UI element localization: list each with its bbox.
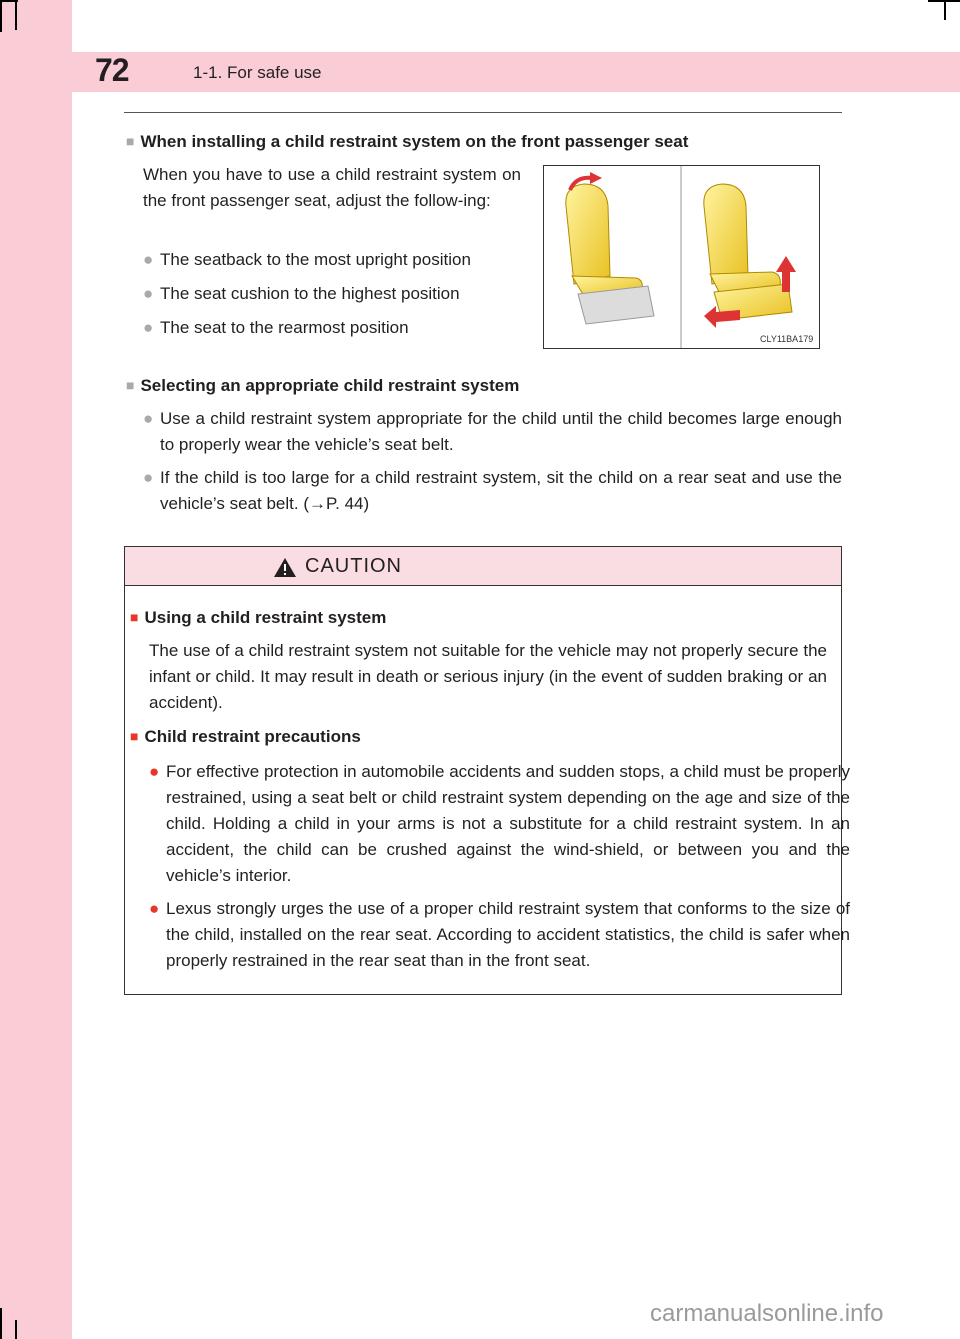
heading-front-passenger: ■ When installing a child restraint system on the front passenger seat <box>126 132 689 151</box>
caution-header <box>125 547 841 586</box>
caution-box <box>124 546 850 995</box>
bullet-icon: ● <box>149 762 160 781</box>
caution-heading: ■ Using a child restraint system <box>130 608 387 627</box>
list-item: ● Lexus strongly urges the use of a proper child restraint system that conforms to the size of the child, installed on the rear seat. According to accident statistics, the child is safer when properly restrained in the rear seat than in the front seat. <box>149 896 850 974</box>
bullet-icon: ● <box>143 250 154 269</box>
square-bullet-icon: ■ <box>126 377 135 393</box>
caution-paragraph: The use of a child restraint system not suitable for the vehicle may not properly secure the infant or child. It may result in death or serious injury (in the event of sudden braking or an accident). <box>149 641 827 712</box>
side-band <box>0 0 72 1339</box>
bullet-icon: ● <box>143 409 154 428</box>
watermark: carmanualsonline.info <box>650 1300 884 1327</box>
square-bullet-icon: ■ <box>130 609 139 625</box>
list-item: ● The seat to the rearmost position <box>143 315 540 341</box>
seat-illustration <box>544 166 819 348</box>
warning-triangle-icon <box>273 557 297 578</box>
seat-adjustment-figure <box>543 165 820 349</box>
list-item: ● Use a child restraint system appropriate for the child until the child becomes large enough to properly wear the vehicle’s seat belt. <box>143 406 842 458</box>
square-bullet-icon: ■ <box>130 728 139 744</box>
page-number: 72 <box>95 52 129 88</box>
caution-heading: ■ Child restraint precautions <box>130 727 361 746</box>
heading-selecting: ■ Selecting an appropriate child restraint system <box>126 376 520 395</box>
divider <box>124 112 842 113</box>
list-item: ● The seatback to the most upright position <box>143 247 540 273</box>
list-item: ● If the child is too large for a child restraint system, sit the child on a rear seat and use the vehicle’s seat belt. (→P. 44) <box>143 465 842 517</box>
bullet-icon: ● <box>143 284 154 303</box>
crop-mark <box>15 0 17 30</box>
bullet-icon: ● <box>143 468 154 487</box>
caution-title: CAUTION <box>305 555 402 577</box>
list-item: ● The seat cushion to the highest position <box>143 281 540 307</box>
bullet-icon: ● <box>143 318 154 337</box>
crop-mark <box>0 1308 2 1339</box>
section-title: 1-1. For safe use <box>193 63 322 82</box>
crop-mark <box>0 0 2 32</box>
crop-mark <box>15 1320 17 1339</box>
bullet-icon: ● <box>149 899 160 918</box>
intro-paragraph: When you have to use a child restraint system on the front passenger seat, adjust the follow-ing: <box>143 165 521 210</box>
list-item: ● For effective protection in automobile accidents and sudden stops, a child must be properly restrained, using a seat belt or child restraint system depending on the age and size of the child. Holding a child in your arms is not a substitute for a child restraint system. In an accident, the child can be crushed against the wind-shield, or between you and the vehicle’s interior. <box>149 759 850 889</box>
crop-mark <box>944 0 946 20</box>
figure-code: CLY11BA179 <box>760 334 814 344</box>
square-bullet-icon: ■ <box>126 133 135 149</box>
